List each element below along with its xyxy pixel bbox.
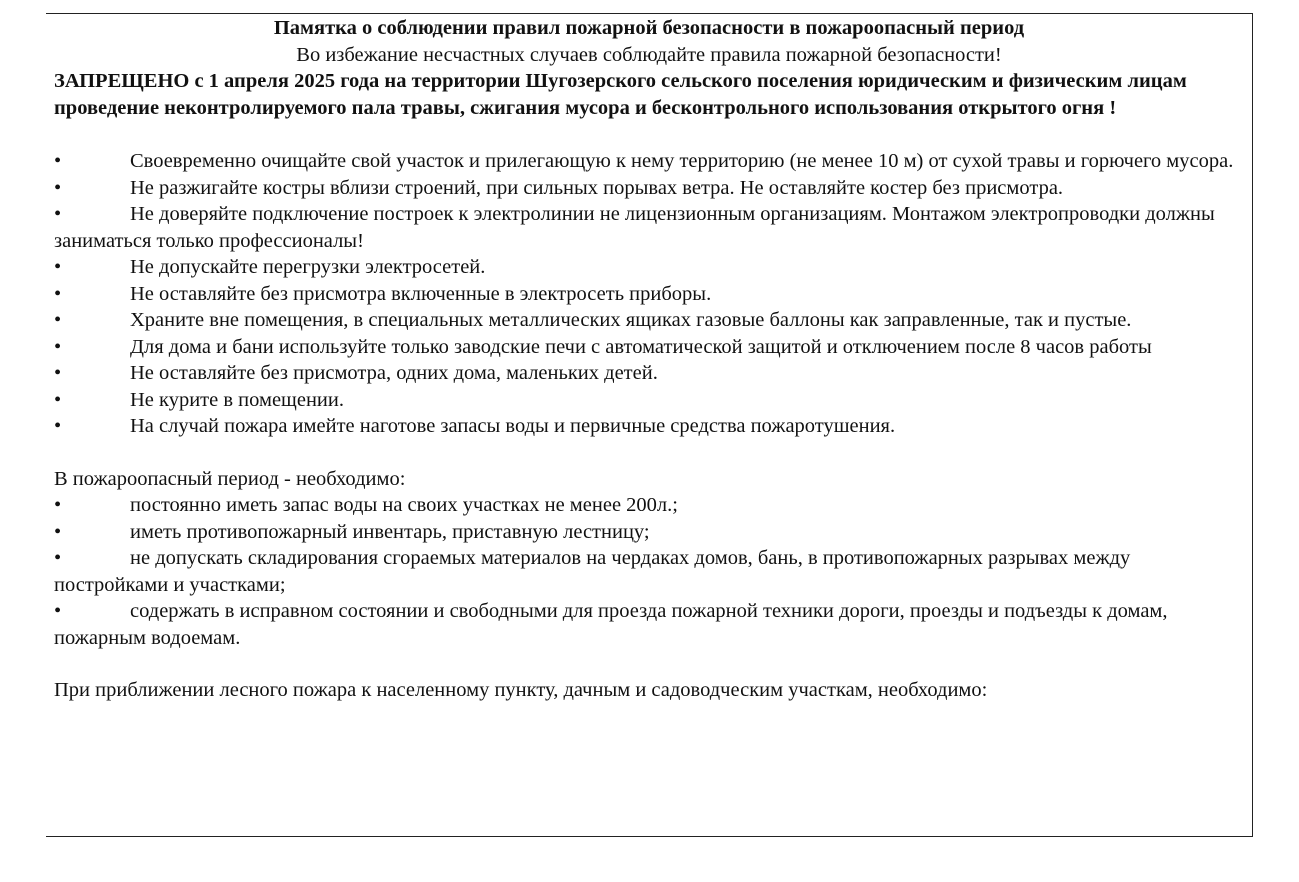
- bullet-icon: •: [54, 600, 62, 622]
- rule-text: Не курите в помещении.: [130, 388, 344, 411]
- list-item: [54, 334, 1244, 361]
- bullet-icon: •: [54, 547, 62, 569]
- prohibition-warning: ЗАПРЕЩЕНО с 1 апреля 2025 года на территории Шугозерского сельского поселения юридическим и физическим лицам проведение неконтролируемого пала травы, сжигания мусора и бесконтрольного использования открытого огня !: [54, 70, 1187, 119]
- rule-text: На случай пожара имейте наготове запасы воды и первичные средства пожаротушения.: [130, 415, 896, 437]
- rule-text: Своевременно очищайте свой участок и прилегающую к нему территорию (не менее 10 м) от сухой травы и горючего мусора.: [130, 150, 1234, 172]
- bullet-icon: •: [54, 335, 62, 358]
- list-item: [54, 254, 1244, 281]
- bullet-icon: •: [54, 415, 62, 437]
- document-title: Памятка о соблюдении правил пожарной безопасности в пожароопасный период: [273, 17, 1025, 39]
- rule-text: Не доверяйте подключение построек к электролинии не лицензионным организациям. Монтажом электропроводки должны заниматься только профессионалы!: [54, 203, 1215, 252]
- list-item: [54, 545, 1244, 598]
- rules-list: [54, 148, 1244, 440]
- rule-text: Не разжигайте костры вблизи строений, при сильных порывах ветра. Не оставляйте костер без присмотра.: [130, 176, 1064, 199]
- document-subtitle: Во избежание несчастных случаев соблюдайте правила пожарной безопасности!: [296, 44, 1002, 66]
- rule-text: Для дома и бани используйте только заводские печи с автоматической защитой и отключением после 8 часов работы: [130, 335, 1152, 358]
- list-item: [54, 360, 1244, 387]
- bullet-icon: •: [54, 494, 62, 516]
- list-item: [54, 519, 1244, 546]
- spacer: [54, 121, 1244, 148]
- period-item-text: содержать в исправном состоянии и свободными для проезда пожарной техники дороги, проезды и подъезды к домам, пожарным водоемам.: [54, 600, 1168, 649]
- bullet-icon: •: [54, 282, 62, 305]
- rule-text: Не допускайте перегрузки электросетей.: [130, 256, 486, 278]
- bullet-icon: •: [54, 256, 62, 278]
- list-item: [54, 413, 1244, 440]
- forest-fire-heading: При приближении лесного пожара к населенному пункту, дачным и садоводческим участкам, необходимо:: [54, 679, 988, 701]
- list-item: [54, 307, 1244, 334]
- bullet-icon: •: [54, 176, 62, 199]
- period-list: [54, 492, 1244, 651]
- list-item: [54, 148, 1244, 175]
- spacer: [54, 651, 1244, 677]
- period-item-text: иметь противопожарный инвентарь, приставную лестницу;: [130, 520, 650, 543]
- list-item: [54, 492, 1244, 519]
- list-item: [54, 598, 1244, 651]
- bullet-icon: •: [54, 203, 62, 225]
- rule-text: Не оставляйте без присмотра включенные в электросеть приборы.: [130, 282, 712, 305]
- bullet-icon: •: [54, 150, 62, 172]
- period-heading: В пожароопасный период - необходимо:: [54, 467, 406, 490]
- rule-text: Не оставляйте без присмотра, одних дома, маленьких детей.: [130, 362, 658, 384]
- list-item: [54, 175, 1244, 202]
- period-item-text: постоянно иметь запас воды на своих участках не менее 200л.;: [130, 494, 678, 516]
- list-item: [54, 201, 1244, 254]
- list-item: [54, 281, 1244, 308]
- period-item-text: не допускать складирования сгораемых материалов на чердаках домов, бань, в противопожарных разрывах между постройками и участками;: [54, 547, 1131, 596]
- bullet-icon: •: [54, 388, 62, 411]
- document-page: [54, 15, 1244, 704]
- spacer: [54, 440, 1244, 466]
- rule-text: Храните вне помещения, в специальных металлических ящиках газовые баллоны как заправленные, так и пустые.: [130, 309, 1132, 331]
- bullet-icon: •: [54, 309, 62, 331]
- list-item: [54, 387, 1244, 414]
- bullet-icon: •: [54, 362, 62, 384]
- bullet-icon: •: [54, 520, 62, 543]
